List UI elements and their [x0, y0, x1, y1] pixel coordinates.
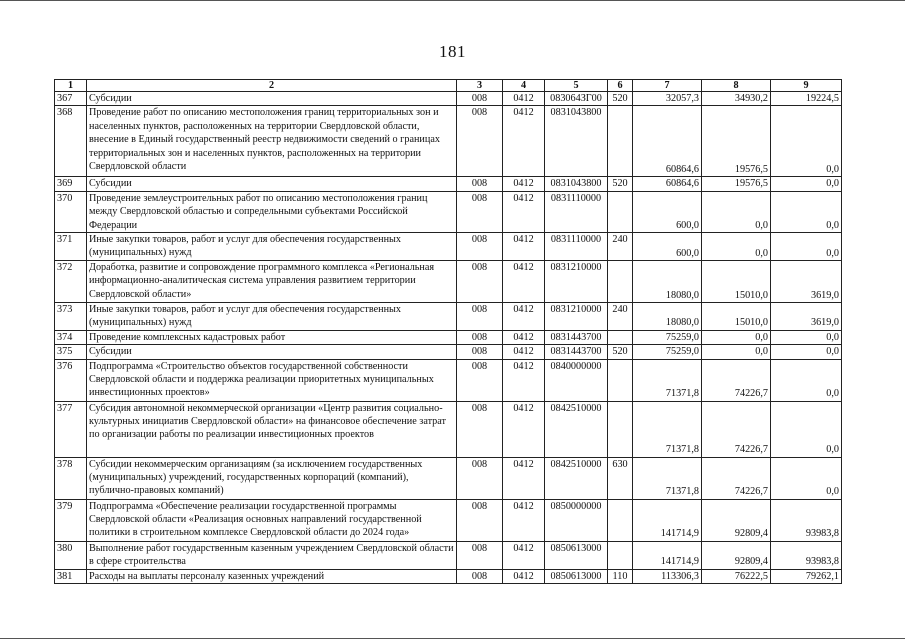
ministry-code: 008: [457, 345, 503, 359]
expense-type-code: 520: [608, 345, 633, 359]
section-code: 0412: [503, 106, 545, 177]
row-name: Подпрограмма «Строительство объектов государственной собственности Свердловской области и поддержка реализации приоритетных муниципальных инвестиционных проектов»: [87, 359, 457, 401]
table-row: [55, 569, 842, 583]
row-number: 377: [55, 401, 87, 457]
row-name: Расходы на выплаты персоналу казенных учреждений: [87, 569, 457, 583]
target-article-code: 0831443700: [545, 345, 608, 359]
table-row: [55, 359, 842, 401]
target-article-code: 0831110000: [545, 233, 608, 261]
table-row: [55, 177, 842, 191]
ministry-code: 008: [457, 457, 503, 499]
amount-year-2: 74226,7: [702, 457, 771, 499]
column-header: 5: [545, 80, 608, 92]
expense-type-code: [608, 106, 633, 177]
ministry-code: 008: [457, 92, 503, 106]
amount-year-1: 71371,8: [633, 401, 702, 457]
target-article-code: 0850613000: [545, 569, 608, 583]
table-row: [55, 457, 842, 499]
target-article-code: 0831043800: [545, 106, 608, 177]
row-name: Субсидии: [87, 92, 457, 106]
row-name: Выполнение работ государственным казенным учреждением Свердловской области в сфере строительства: [87, 541, 457, 569]
expense-type-code: 520: [608, 92, 633, 106]
amount-year-2: 15010,0: [702, 261, 771, 303]
ministry-code: 008: [457, 330, 503, 344]
row-number: 376: [55, 359, 87, 401]
amount-year-3: 0,0: [771, 401, 842, 457]
table-row: [55, 92, 842, 106]
amount-year-1: 60864,6: [633, 177, 702, 191]
section-code: 0412: [503, 359, 545, 401]
ministry-code: 008: [457, 106, 503, 177]
expense-type-code: 630: [608, 457, 633, 499]
expense-type-code: [608, 330, 633, 344]
amount-year-3: 0,0: [771, 330, 842, 344]
amount-year-1: 60864,6: [633, 106, 702, 177]
page-frame-bottom: [0, 638, 905, 639]
row-name: Подпрограмма «Обеспечение реализации государственной программы Свердловской области «Реализация основных направлений государственной политики в строительном комплексе Свердловской области до 2024 года»: [87, 499, 457, 541]
ministry-code: 008: [457, 499, 503, 541]
amount-year-3: 93983,8: [771, 541, 842, 569]
target-article-code: 083064ЗГ00: [545, 92, 608, 106]
amount-year-3: 0,0: [771, 457, 842, 499]
amount-year-1: 71371,8: [633, 359, 702, 401]
amount-year-3: 0,0: [771, 191, 842, 232]
ministry-code: 008: [457, 359, 503, 401]
amount-year-3: 79262,1: [771, 569, 842, 583]
row-number: 378: [55, 457, 87, 499]
amount-year-1: 113306,3: [633, 569, 702, 583]
row-number: 373: [55, 303, 87, 331]
row-number: 369: [55, 177, 87, 191]
column-header: 7: [633, 80, 702, 92]
section-code: 0412: [503, 191, 545, 232]
section-code: 0412: [503, 541, 545, 569]
amount-year-2: 34930,2: [702, 92, 771, 106]
ministry-code: 008: [457, 303, 503, 331]
row-name: Субсидии: [87, 177, 457, 191]
table-header-row: [55, 80, 842, 92]
section-code: 0412: [503, 457, 545, 499]
expense-type-code: 240: [608, 233, 633, 261]
section-code: 0412: [503, 233, 545, 261]
column-header: 9: [771, 80, 842, 92]
expense-type-code: 520: [608, 177, 633, 191]
row-number: 380: [55, 541, 87, 569]
target-article-code: 0850000000: [545, 499, 608, 541]
amount-year-3: 0,0: [771, 106, 842, 177]
amount-year-2: 92809,4: [702, 499, 771, 541]
amount-year-1: 75259,0: [633, 345, 702, 359]
row-name: Субсидии: [87, 345, 457, 359]
amount-year-1: 141714,9: [633, 541, 702, 569]
section-code: 0412: [503, 303, 545, 331]
amount-year-1: 600,0: [633, 191, 702, 232]
amount-year-3: 3619,0: [771, 303, 842, 331]
amount-year-1: 32057,3: [633, 92, 702, 106]
amount-year-2: 15010,0: [702, 303, 771, 331]
amount-year-1: 600,0: [633, 233, 702, 261]
target-article-code: 0850613000: [545, 541, 608, 569]
amount-year-3: 0,0: [771, 345, 842, 359]
amount-year-1: 18080,0: [633, 303, 702, 331]
column-header: 3: [457, 80, 503, 92]
target-article-code: 0831110000: [545, 191, 608, 232]
column-header: 6: [608, 80, 633, 92]
page-number: 181: [439, 42, 466, 61]
ministry-code: 008: [457, 261, 503, 303]
row-name: Иные закупки товаров, работ и услуг для обеспечения государственных (муниципальных) нужд: [87, 303, 457, 331]
section-code: 0412: [503, 92, 545, 106]
table-row: [55, 191, 842, 232]
row-number: 381: [55, 569, 87, 583]
amount-year-1: 75259,0: [633, 330, 702, 344]
amount-year-3: 3619,0: [771, 261, 842, 303]
amount-year-3: 0,0: [771, 233, 842, 261]
row-name: Проведение работ по описанию местоположения границ территориальных зон и населенных пунктов, расположенных на территории Свердловской области, внесение в Единый государственный реестр недвижимости сведений о границах территориальных зон и населенных пунктов, расположенных на территории Свердловской области: [87, 106, 457, 177]
target-article-code: 0831443700: [545, 330, 608, 344]
amount-year-3: 0,0: [771, 177, 842, 191]
expense-type-code: [608, 191, 633, 232]
row-name: Проведение комплексных кадастровых работ: [87, 330, 457, 344]
column-header: 2: [87, 80, 457, 92]
table-row: [55, 303, 842, 331]
row-name: Субсидии некоммерческим организациям (за исключением государственных (муниципальных) учреждений, государственных корпораций (компаний), публично-правовых компаний): [87, 457, 457, 499]
section-code: 0412: [503, 401, 545, 457]
target-article-code: 0840000000: [545, 359, 608, 401]
expense-type-code: [608, 499, 633, 541]
amount-year-2: 0,0: [702, 345, 771, 359]
row-name: Субсидия автономной некоммерческой организации «Центр развития социально-культурных инициатив Свердловской области» на финансовое обеспечение затрат по организации работы по реализации инвестиционных проектов: [87, 401, 457, 457]
amount-year-1: 18080,0: [633, 261, 702, 303]
target-article-code: 0831043800: [545, 177, 608, 191]
ministry-code: 008: [457, 177, 503, 191]
column-header: 8: [702, 80, 771, 92]
table-row: [55, 345, 842, 359]
row-number: 371: [55, 233, 87, 261]
table-row: [55, 106, 842, 177]
section-code: 0412: [503, 569, 545, 583]
column-header: 1: [55, 80, 87, 92]
target-article-code: 0842510000: [545, 401, 608, 457]
amount-year-2: 19576,5: [702, 106, 771, 177]
table-row: [55, 499, 842, 541]
page-frame-top: [0, 0, 905, 1]
expense-type-code: [608, 401, 633, 457]
table-row: [55, 330, 842, 344]
row-name: Иные закупки товаров, работ и услуг для обеспечения государственных (муниципальных) нужд: [87, 233, 457, 261]
row-name: Доработка, развитие и сопровождение программного комплекса «Региональная информационно-аналитическая система управления развитием территории Свердловской области»: [87, 261, 457, 303]
section-code: 0412: [503, 261, 545, 303]
expense-type-code: [608, 359, 633, 401]
amount-year-2: 74226,7: [702, 359, 771, 401]
row-number: 370: [55, 191, 87, 232]
table-row: [55, 261, 842, 303]
column-header: 4: [503, 80, 545, 92]
row-name: Проведение землеустроительных работ по описанию местоположения границ между Свердловской областью и сопредельными субъектами Российской Федерации: [87, 191, 457, 232]
table-body: [55, 92, 842, 584]
expense-type-code: 240: [608, 303, 633, 331]
amount-year-3: 93983,8: [771, 499, 842, 541]
amount-year-2: 0,0: [702, 191, 771, 232]
amount-year-3: 0,0: [771, 359, 842, 401]
row-number: 379: [55, 499, 87, 541]
amount-year-2: 0,0: [702, 233, 771, 261]
section-code: 0412: [503, 499, 545, 541]
section-code: 0412: [503, 330, 545, 344]
amount-year-1: 141714,9: [633, 499, 702, 541]
expense-type-code: [608, 541, 633, 569]
target-article-code: 0831210000: [545, 261, 608, 303]
table-row: [55, 233, 842, 261]
ministry-code: 008: [457, 233, 503, 261]
row-number: 372: [55, 261, 87, 303]
table-row: [55, 401, 842, 457]
ministry-code: 008: [457, 401, 503, 457]
budget-table: [54, 79, 842, 584]
amount-year-2: 92809,4: [702, 541, 771, 569]
target-article-code: 0842510000: [545, 457, 608, 499]
ministry-code: 008: [457, 541, 503, 569]
amount-year-2: 0,0: [702, 330, 771, 344]
expense-type-code: 110: [608, 569, 633, 583]
amount-year-2: 76222,5: [702, 569, 771, 583]
section-code: 0412: [503, 177, 545, 191]
ministry-code: 008: [457, 191, 503, 232]
row-number: 375: [55, 345, 87, 359]
amount-year-1: 71371,8: [633, 457, 702, 499]
amount-year-2: 74226,7: [702, 401, 771, 457]
table-row: [55, 541, 842, 569]
row-number: 367: [55, 92, 87, 106]
ministry-code: 008: [457, 569, 503, 583]
amount-year-2: 19576,5: [702, 177, 771, 191]
section-code: 0412: [503, 345, 545, 359]
target-article-code: 0831210000: [545, 303, 608, 331]
amount-year-3: 19224,5: [771, 92, 842, 106]
row-number: 374: [55, 330, 87, 344]
row-number: 368: [55, 106, 87, 177]
expense-type-code: [608, 261, 633, 303]
